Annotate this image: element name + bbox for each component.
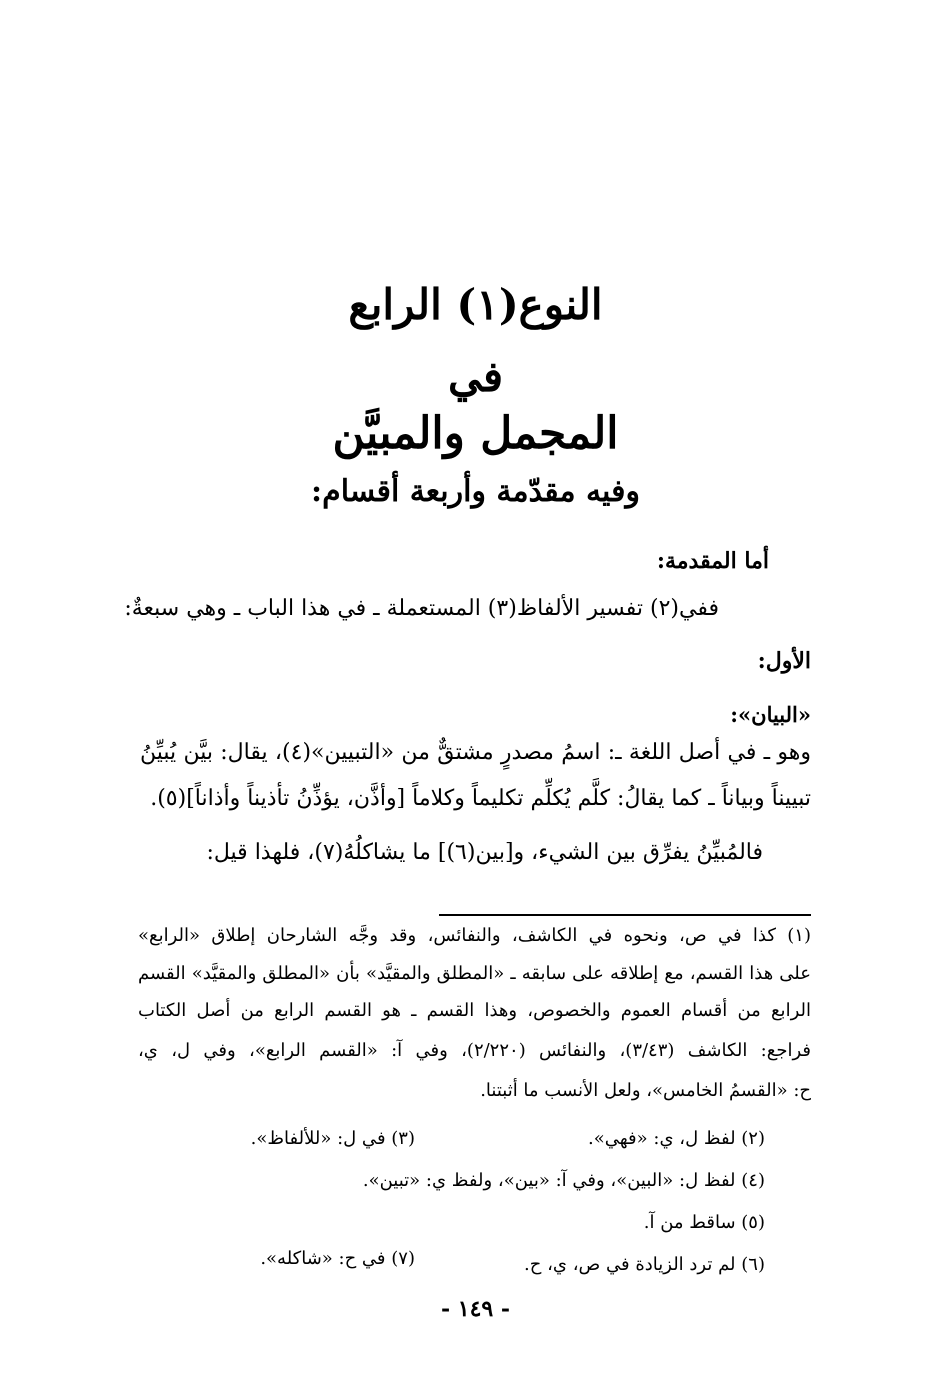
footnote-separator xyxy=(439,914,811,916)
footnote-2: (٢) لفظ ل، ي: «فهي». xyxy=(588,1128,765,1149)
footnote-3: (٣) في ل: «للألفاظ». xyxy=(250,1128,415,1149)
first-heading: الأول: xyxy=(757,648,811,674)
footnote-6: (٦) لم ترد الزيادة في ص، ي، ح. xyxy=(524,1254,765,1275)
intro-heading: أما المقدمة: xyxy=(656,548,769,574)
chapter-subtitle: وفيه مقدّمة وأربعة أقسام: xyxy=(311,474,640,509)
footnote-4: (٤) لفظ ل: «البين»، وفي آ: «بين»، ولفظ ي: «تبين». xyxy=(362,1170,765,1191)
chapter-title-line1: النوع(١) الرابع xyxy=(348,280,603,329)
footnote-1-line-5: ح: «القسمُ الخامس»، ولعل الأنسب ما أثبتنا. xyxy=(480,1080,811,1101)
footnote-5: (٥) ساقط من آ. xyxy=(643,1212,765,1233)
chapter-title-line3: المجمل والمبيَّن xyxy=(332,408,619,459)
footnote-1-line-3: الرابع من أقسام العموم والخصوص، وهذا القسم ـ هو القسم الرابع من أصل الكتاب xyxy=(138,1000,811,1021)
footnote-1-line-2: على هذا القسم، مع إطلاقه على سابقه ـ «المطلق والمقيَّد» بأن «المطلق والمقيَّد» القسم xyxy=(138,963,811,984)
page-number: - ١٤٩ - xyxy=(440,1296,511,1322)
footnote-1-line-4: فراجع: الكاشف (٣/٤٣)، والنفائس (٢/٢٢٠)، وفي آ: «القسم الرابع»، وفي ل، ي، xyxy=(138,1040,811,1061)
paragraph-line-1: وهو ـ في أصل اللغة ـ: اسمُ مصدرٍ مشتقٌّ من «التبيين»(٤)، يقال: بيَّن يُبيِّنُ xyxy=(140,740,811,765)
footnote-7: (٧) في ح: «شاكله». xyxy=(260,1248,415,1269)
paragraph-line-2: تبييناً وبياناً ـ كما يقالُ: كلَّم يُكلِّم تكليماً وكلاماً [وأذَّن، يؤذِّنُ تأذيناً وأذاناً](٥). xyxy=(150,786,811,811)
footnote-1-line-1: (١) كذا في ص، ونحوه في الكاشف، والنفائس، وقد وجَّه الشارحان إطلاق «الرابع» xyxy=(138,925,811,946)
paragraph-line-3: فالمُبيِّنُ يفرِّق بين الشيء، و[بين(٦)] ما يشاكلُهُ(٧)، فلهذا قيل: xyxy=(206,840,763,865)
body-line-seven-terms: ففي(٢) تفسير الألفاظ(٣) المستعملة ـ في هذا الباب ـ وهي سبعةٌ: xyxy=(124,596,719,621)
term-bayan: «البيان»: xyxy=(730,702,811,727)
chapter-title-line2: في xyxy=(447,352,504,401)
